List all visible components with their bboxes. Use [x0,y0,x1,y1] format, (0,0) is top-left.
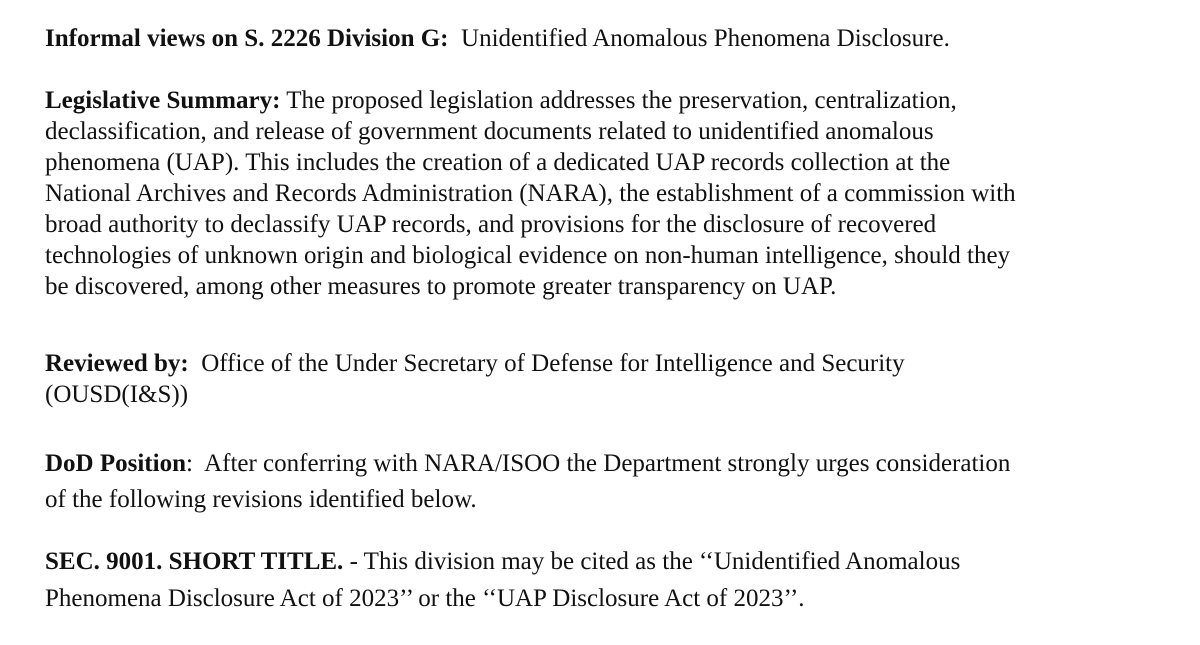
document-title [45,24,950,54]
reviewed-by-line [45,349,905,379]
dod-position-colon: : [185,450,193,477]
reviewed-by-text: Office of the Under Secretary of Defense for Intelligence and Security [201,350,905,377]
summary-line: National Archives and Records Administration (NARA), the establishment of a commission with [45,180,1016,207]
dod-position-label: DoD Position [45,450,186,477]
reviewed-by-label: Reviewed by: [45,350,189,377]
section-line [45,547,960,577]
reviewed-by-line: (OUSD(I&S)) [45,381,189,408]
summary-line: phenomena (UAP). This includes the creation of a dedicated UAP records collection at the [45,149,951,176]
section-label: SEC. 9001. SHORT TITLE. [45,548,344,575]
section-text: - This division may be cited as the ‘‘Unidentified Anomalous [349,548,961,575]
dod-position-line: of the following revisions identified below. [45,486,477,513]
summary-line: be discovered, among other measures to promote greater transparency on UAP. [45,273,837,300]
title-text: Unidentified Anomalous Phenomena Disclosure. [461,25,950,52]
summary-line [45,86,957,116]
dod-position-text: After conferring with NARA/ISOO the Department strongly urges consideration [204,450,1011,477]
summary-text: The proposed legislation addresses the preservation, centralization, [286,87,957,114]
summary-line: declassification, and release of government documents related to unidentified anomalous [45,118,934,145]
dod-position-line [45,449,1010,479]
summary-label: Legislative Summary: [45,87,281,114]
summary-line: broad authority to declassify UAP records, and provisions for the disclosure of recovered [45,211,937,238]
section-line: Phenomena Disclosure Act of 2023’’ or the ‘‘UAP Disclosure Act of 2023’’. [45,585,805,612]
title-label: Informal views on S. 2226 Division G: [45,25,449,52]
summary-line: technologies of unknown origin and biological evidence on non-human intelligence, should they [45,242,1011,269]
